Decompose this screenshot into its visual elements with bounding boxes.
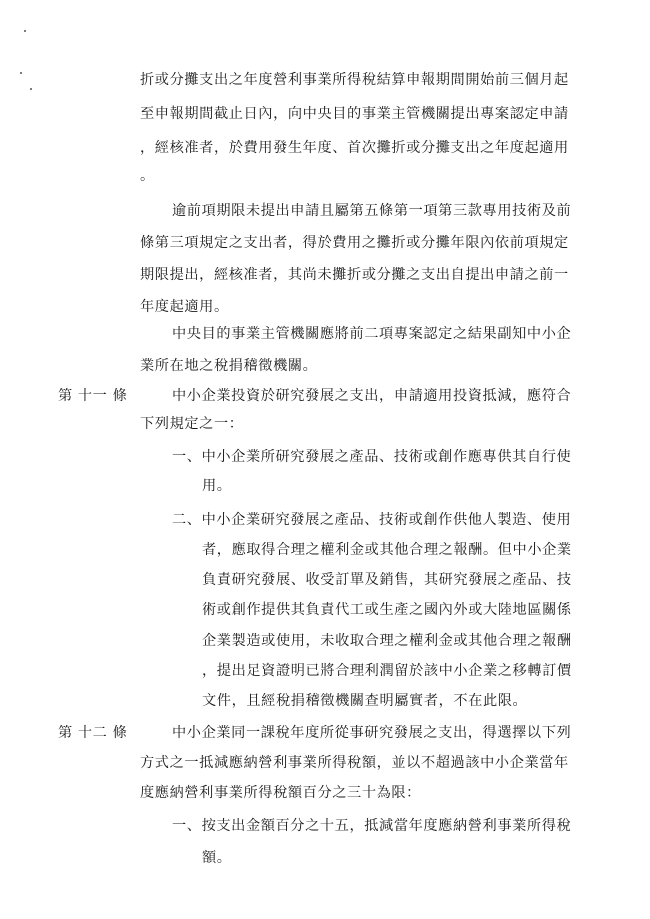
text-line: 者，應取得合理之權利金或其他合理之報酬。但中小企業: [202, 542, 572, 558]
text-line: ，經核准者，於費用發生年度、首次攤折或分攤支出之年度起適用: [140, 140, 569, 156]
article-number-11: 第 十一 條: [58, 388, 128, 404]
text-line: 中小企業同一課稅年度所從事研究發展之支出，得選擇以下列: [172, 725, 572, 741]
text-line: 逾前項期限未提出申請且屬第五條第一項第三款專用技術及前: [172, 203, 572, 219]
text-line: 負責研究發展、收受訂單及銷售，其研究發展之產品、技: [202, 572, 572, 588]
text-line: 下列規定之一：: [140, 416, 244, 432]
scan-speck: [30, 88, 32, 90]
text-line: 一、按支出金額百分之十五，抵減當年度應納營利事業所得稅: [172, 818, 572, 834]
text-line: 文件，且經稅捐稽徵機關查明屬實者，不在此限。: [202, 693, 528, 709]
text-line: 度應納營利事業所得稅額百分之三十為限：: [140, 785, 421, 801]
text-line: 條第三項規定之支出者，得於費用之攤折或分攤年限內依前項規定: [140, 235, 569, 251]
text-line: 用。: [202, 478, 232, 494]
text-line: 術或創作提供其負責代工或生產之國內外或大陸地區關係: [202, 602, 572, 618]
text-line: 中小企業投資於研究發展之支出，申請適用投資抵減，應符合: [172, 388, 572, 404]
text-line: 。: [140, 168, 155, 184]
text-line: 業所在地之稅捐稽徵機關。: [140, 358, 318, 374]
text-line: 中央目的事業主管機關應將前二項專案認定之結果副知中小企: [172, 326, 572, 342]
text-line: 至申報期間截止日內，向中央目的事業主管機關提出專案認定申請: [140, 106, 569, 122]
text-line: 一、中小企業所研究發展之產品、技術或創作應專供其自行使: [172, 449, 572, 465]
scan-speck: [24, 30, 26, 32]
text-line: 額。: [202, 850, 232, 866]
text-line: 二、中小企業研究發展之產品、技術或創作供他人製造、使用: [172, 512, 572, 528]
text-line: 折或分攤支出之年度營利事業所得稅結算申報期間開始前三個月起: [140, 72, 569, 88]
text-line: 年度起適用。: [140, 299, 229, 315]
text-line: 期限提出，經核准者，其尚未攤折或分攤之支出自提出申請之前一: [140, 267, 569, 283]
scan-speck: [20, 72, 22, 74]
text-line: 企業製造或使用，未收取合理之權利金或其他合理之報酬: [202, 633, 572, 649]
text-line: 方式之一抵減應納營利事業所得稅額，並以不超過該中小企業當年: [140, 755, 569, 771]
article-number-12: 第 十二 條: [58, 725, 128, 741]
text-line: ，提出足資證明已將合理利潤留於該中小企業之移轉訂價: [202, 663, 572, 679]
